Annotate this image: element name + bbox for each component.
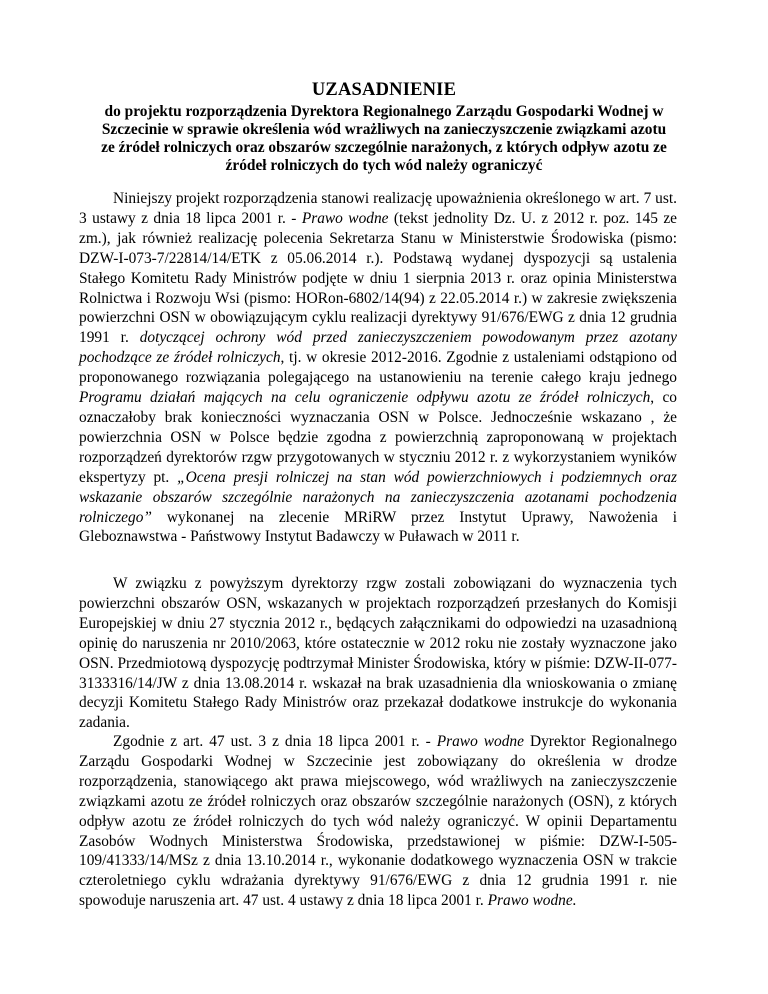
paragraph-3: [79, 732, 677, 911]
paragraph-3-part-c: Dyrektor Regionalnego Zarządu Gospodarki Wodnej w Szczecinie jest zobowiązany do określenia w drodze rozporządzenia, stanowiącego akt prawa miejscowego, wód wrażliwych na zanieczyszczenie związkami azotu ze źródeł rolniczych oraz obszarów szczególnie narażonych (OSN), z których odpływ azotu ze źródeł rolniczych do tych wód należy ograniczyć. W opinii Departamentu Zasobów Wodnych Ministerstwa Środowiska, przedstawionej w piśmie: DZW-I-505-109/41333/14/MSz z dnia 13.10.2014 r., wykonanie dodatkowego wyznaczenia OSN w trakcie czteroletniego cyklu wdrażania dyrektywy 91/676/EWG z dnia 12 grudnia 1991 r. nie spowoduje naruszenia art. 47 ust. 4 ustawy z dnia 18 lipca 2001 r.: [79, 733, 677, 910]
document-subtitle: do projektu rozporządzenia Dyrektora Regionalnego Zarządu Gospodarki Wodnej w Szczecinie w sprawie określenia wód wrażliwych na zanieczyszczenie związkami azotu ze źródeł rolniczych oraz obszarów szczególnie narażonych, z których odpływ azotu ze źródeł rolniczych do tych wód należy ograniczyć: [101, 103, 667, 174]
paragraph-1-act-name: Prawo wodne: [301, 209, 389, 227]
paragraph-3-act-name: Prawo wodne: [436, 733, 524, 750]
paragraph-1: [79, 189, 677, 547]
paragraph-1-expertise-title: „Ocena presji rolniczej na stan wód powierzchniowych i podziemnych oraz wskazanie obszarów szczególnie narażonych na zanieczyszczenia azotanami pochodzenia rolniczego”: [79, 468, 677, 526]
paragraph-1-part-e: , tj. w okresie 2012-2016. Zgodnie z ustaleniami odstąpiono od proponowanego rozwiązania polegającego na ustanowieniu na terenie całego kraju jednego: [79, 349, 677, 387]
paragraph-1-part-i: wykonanej na zlecenie MRiRW przez Instytut Uprawy, Nawożenia i Gleboznawstwa - Państwowy Instytut Badawczy w Puławach w 2011 r.: [79, 508, 677, 546]
paragraph-2: W związku z powyższym dyrektorzy rzgw zostali zobowiązani do wyznaczenia tych powierzchni obszarów OSN, wskazanych w projektach rozporządzeń przesłanych do Komisji Europejskiej w dniu 27 stycznia 2012 r., będących załącznikami do odpowiedzi na uzasadnioną opinię do naruszenia nr 2010/2063, które ostatecznie w 2012 roku nie zostały wyznaczone jako OSN. Przedmiotową dyspozycję podtrzymał Minister Środowiska, który w piśmie: DZW-II-077-3133316/14/JW z dnia 13.08.2014 r. wskazał na brak uzasadnienia dla wnioskowania o zmianę decyzji Komitetu Stałego Rady Ministrów oraz przekazał dodatkowe instrukcje do wykonania zadania.: [79, 575, 677, 732]
paragraph-1-program-title: Programu działań mających na celu ograniczenie odpływu azotu ze źródeł rolniczych: [79, 389, 651, 407]
paragraph-3-act-name-end: Prawo wodne.: [487, 892, 577, 910]
paragraph-1-part-c: (tekst jednolity Dz. U. z 2012 r. poz. 145 ze zm.), jak również realizację polecenia Sekretarza Stanu w Ministerstwie Środowiska (pismo: DZW-I-073-7/22814/14/ETK z 05.06.2014 r.). Podstawą wydanej dyspozycji są ustalenia Stałego Komitetu Rady Ministrów podjęte w dniu 1 sierpnia 2013 r. oraz opinia Ministerstwa Rolnictwa i Rozwoju Wsi (pismo: HORon-6802/14(94) z 22.05.2014 r.) w zakresie zwiększenia powierzchni OSN w obowiązującym cyklu realizacji dyrektywy 91/676/EWG z dnia 12 grudnia 1991 r.: [79, 209, 678, 347]
paragraph-3-part-a: Zgodnie z art. 47 ust. 3 z dnia 18 lipca 2001 r. -: [113, 733, 437, 750]
paragraph-1-part-a: Niniejszy projekt rozporządzenia stanowi realizację upoważnienia określonego w art. 7 ust. 3 ustawy z dnia 18 lipca 2001 r. -: [79, 190, 677, 227]
paragraph-1-part-g: , co oznaczałoby brak konieczności wyznaczania OSN w Polsce. Jednocześnie wskazano , że powierzchnia OSN w Polsce będzie zgodna z powierzchnią zaproponowaną w projektach rozporządzeń dyrektorów rzgw przygotowanych w styczniu 2012 r. z wykorzystaniem wyników ekspertyzy pt.: [79, 389, 677, 486]
paragraph-1-directive-title: dotyczącej ochrony wód przed zanieczyszczeniem powodowanym przez azotany pochodzące ze źródeł rolniczych: [79, 329, 677, 367]
document-title: UZASADNIENIE: [311, 80, 457, 100]
